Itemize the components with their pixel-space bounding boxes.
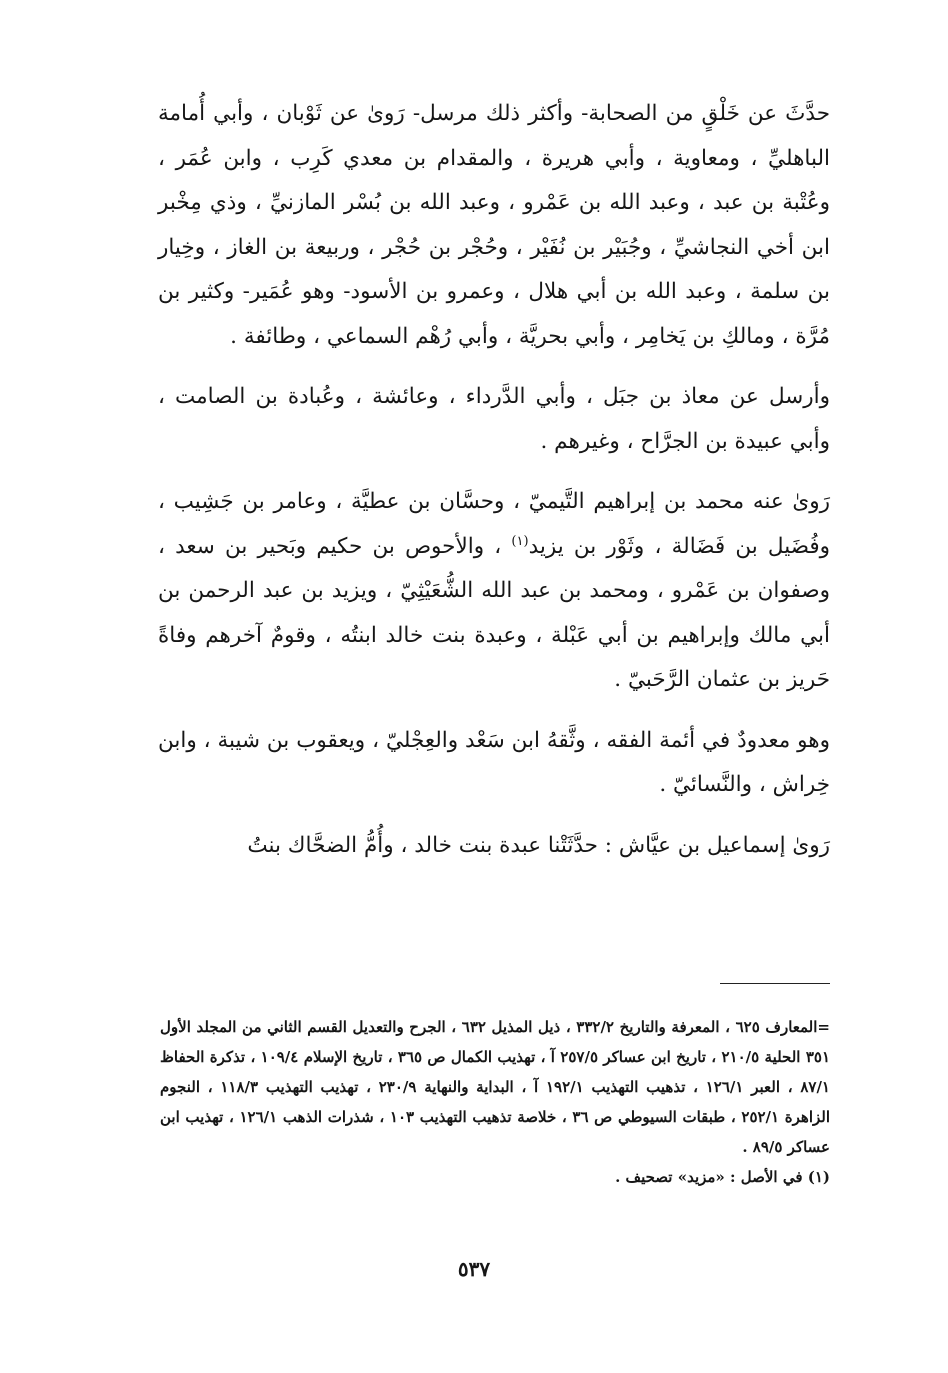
main-text — [158, 92, 830, 868]
paragraph-ismail: رَوىٰ إسماعيل بن عيَّاش : حدَّثَتْنا عبدة بنت خالد ، وأُمُّ الضحَّاك بنتُ — [247, 832, 830, 858]
page-number: ٥٣٧ — [457, 1257, 491, 1281]
footnotes — [160, 1012, 830, 1192]
footnote-1: (١) في الأصل : «مزيد» تصحيف . — [615, 1168, 830, 1186]
footnote-sources: =المعارف ٦٢٥ ، المعرفة والتاريخ ٣٣٢/٢ ، ذيل المذيل ٦٣٢ ، الجرح والتعديل القسم الثاني من المجلد الأول ٣٥١ الحلية ٢١٠/٥ ، تاريخ ابن عساكر ٢٥٧/٥ آ ، تهذيب الكمال ص ٣٦٥ ، تاريخ الإسلام ١٠٩/٤ ، تذكرة الحفاظ ٨٧/١ ، العبر ١٢٦/١ ، تذهيب التهذيب ١٩٢/١ آ ، البداية والنهاية ٢٣٠/٩ ، تهذيب التهذيب ١١٨/٣ ، النجوم الزاهرة ٢٥٢/١ ، طبقات السيوطي ص ٣٦ ، خلاصة تذهيب التهذيب ١٠٣ ، شذرات الذهب ١٢٦/١ ، تهذيب ابن عساكر ٨٩/٥ . — [160, 1018, 830, 1156]
paragraph-narrators-start: رَوىٰ عنه محمد بن إبراهيم التَّيميّ ، وحسَّان بن عطيَّة ، وعامر بن جَشِيب ، وفُضَيل بن فَضَالة ، وثَوْر بن يزيد — [158, 489, 830, 559]
paragraph-fiqh: وهو معدودٌ في أئمة الفقه ، وثَّقهُ ابن سَعْد والعِجْليّ ، ويعقوب بن شيبة ، وابن خِراش ، والنَّسائيّ . — [158, 727, 830, 797]
footnote-marker: (١) — [511, 533, 529, 549]
paragraph-narrators — [158, 480, 830, 703]
paragraph-mursal: وأرسل عن معاذ بن جبَل ، وأبي الدَّرداء ، وعائشة ، وعُبادة بن الصامت ، وأبي عبيدة بن الجرَّاح ، وغيرهم . — [158, 384, 830, 454]
paragraph-narrated-from: حدَّثَ عن خَلْقٍ من الصحابة- وأكثر ذلك مرسل- رَوىٰ عن ثَوْبان ، وأبي أُمامة الباهليِّ ، ومعاوية ، وأبي هريرة ، والمقدام بن معدي كَرِب ، وابن عُمَر ، وعُتْبة بن عبد ، وعبد الله بن عَمْرو ، وعبد الله بن بُسْر المازنيِّ ، وذي مِخْبر ابن أخي النجاشيِّ ، وجُبَيْر بن نُفَيْر ، وحُجْر بن حُجْر ، وربيعة بن الغاز ، وخِيار بن سلمة ، وعبد الله بن أبي هلال ، وعمرو بن الأسود- وهو عُمَير- وكثير بن مُرَّة ، ومالكِ بن يَخامِر ، وأبي بحريَّة ، وأبي رُهْم السماعي ، وطائفة . — [158, 101, 830, 349]
footnote-divider — [720, 983, 830, 984]
paragraph-narrators-rest: ، والأحوص بن حكيم وبَحير بن سعد ، وصفوان بن عَمْرو ، ومحمد بن عبد الله الشُّعَيْثِيّ ، ويزيد بن عبد الرحمن بن أبي مالك وإبراهيم بن أبي عَبْلة ، وعبدة بنت خالد ابنتُه ، وقومٌ آخرهم وفاةً حَريز بن عثمان الرَّحَبيّ . — [158, 533, 830, 692]
